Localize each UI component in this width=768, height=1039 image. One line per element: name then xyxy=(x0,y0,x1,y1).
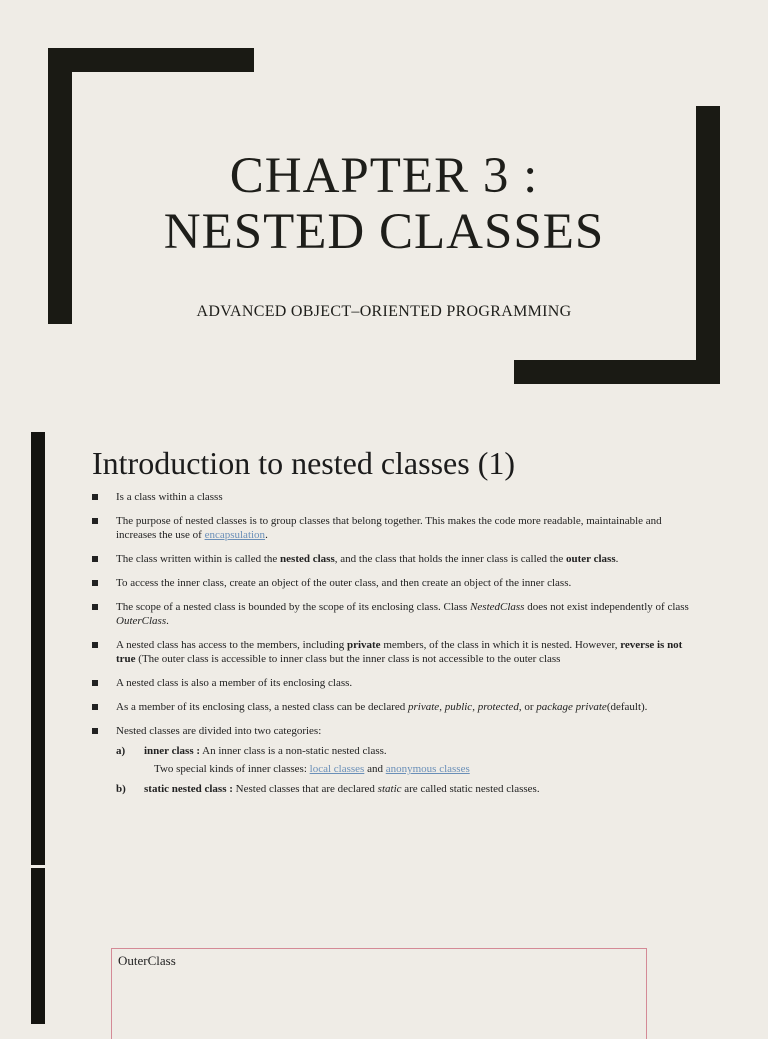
nestedclass-term: NestedClass xyxy=(470,601,525,613)
bullet-4-text: To access the inner class, create an object of the outer class, and then create an object of the inner class. xyxy=(116,577,572,589)
bullet-5-text-a: The scope of a nested class is bounded by the scope of its enclosing class. Class xyxy=(116,601,471,613)
sub-item-a xyxy=(116,744,692,758)
static-keyword: static xyxy=(377,783,402,795)
slide-title xyxy=(0,148,768,260)
local-classes-link[interactable]: local classes xyxy=(309,763,365,775)
reverse-not-true-term: reverse is not true xyxy=(116,639,683,665)
and-text: and xyxy=(364,763,386,775)
sep: , or xyxy=(518,701,537,713)
left-accent-bar xyxy=(31,432,45,1024)
sep: , xyxy=(439,701,445,713)
accent-bar-gap xyxy=(31,865,45,868)
bullet-8-end: (default). xyxy=(606,701,648,713)
encapsulation-link[interactable]: encapsulation xyxy=(204,529,266,541)
bullet-6 xyxy=(92,638,692,666)
bullet-square-icon xyxy=(92,728,98,734)
private-modifier: private xyxy=(408,701,440,713)
sub-letter-b: b) xyxy=(116,783,126,795)
static-desc-c: are called static nested classes. xyxy=(401,783,540,795)
frame-bottom-right-horizontal xyxy=(514,360,720,384)
title-line-1: CHAPTER 3 : xyxy=(229,148,539,204)
bullet-square-icon xyxy=(92,556,98,562)
sep: , xyxy=(472,701,478,713)
private-term: private xyxy=(346,639,381,651)
outerclass-term: OuterClass xyxy=(116,615,167,627)
bullet-square-icon xyxy=(92,518,98,524)
bullet-square-icon xyxy=(92,580,98,586)
outer-class-box-label: OuterClass xyxy=(118,953,176,968)
sub-letter-a: a) xyxy=(116,745,126,757)
bullet-5 xyxy=(92,600,692,628)
bullet-9-text: Nested classes are divided into two categories: xyxy=(116,725,322,737)
slide-subtitle: ADVANCED OBJECT–ORIENTED PROGRAMMING xyxy=(196,303,572,320)
bullet-square-icon xyxy=(92,704,98,710)
bullet-3-text-c: , and the class that holds the inner class is called the xyxy=(334,553,566,565)
sub-list xyxy=(116,744,692,796)
bullet-2-text: The purpose of nested classes is to group classes that belong together. This makes the code more readable, maintainable and increases the use of xyxy=(116,515,662,541)
static-desc-a: Nested classes that are declared xyxy=(232,783,378,795)
outer-class-box xyxy=(111,948,647,1039)
bullet-2-end: . xyxy=(265,529,268,541)
bullet-5-text-c: does not exist independently of class xyxy=(524,601,689,613)
bullet-square-icon xyxy=(92,642,98,648)
outer-class-term: outer class xyxy=(566,553,616,565)
intro-heading: Introduction to nested classes (1) xyxy=(92,445,515,481)
protected-modifier: protected xyxy=(477,701,519,713)
bullet-5-end: . xyxy=(166,615,169,627)
bullet-1 xyxy=(92,490,692,504)
inner-class-desc: An inner class is a non-static nested class. xyxy=(200,745,387,757)
bullet-7-text: A nested class is also a member of its enclosing class. xyxy=(116,677,353,689)
title-slide xyxy=(0,0,768,410)
sub-item-a-detail xyxy=(116,762,692,776)
sub-item-b xyxy=(116,782,692,796)
bullet-8-text-a: As a member of its enclosing class, a nested class can be declared xyxy=(116,701,409,713)
intro-slide xyxy=(0,432,768,1024)
sub-item-a-text xyxy=(144,744,387,758)
bullet-2 xyxy=(92,514,692,542)
bullet-6-text-c: members, of the class in which it is nested. However, xyxy=(380,639,621,651)
sub-item-b-text xyxy=(144,782,540,796)
bullet-7 xyxy=(92,676,692,690)
bullet-list xyxy=(92,490,692,806)
bullet-square-icon xyxy=(92,604,98,610)
bullet-6-text-a: A nested class has access to the members, including xyxy=(116,639,347,651)
nested-class-term: nested class xyxy=(280,553,335,565)
bullet-square-icon xyxy=(92,680,98,686)
bullet-1-text: Is a class within a classs xyxy=(116,491,223,503)
bullet-8 xyxy=(92,700,692,714)
static-nested-class-term: static nested class : xyxy=(144,783,233,795)
anonymous-classes-link[interactable]: anonymous classes xyxy=(385,763,470,775)
bullet-square-icon xyxy=(92,494,98,500)
bullet-4 xyxy=(92,576,692,590)
public-modifier: public xyxy=(444,701,473,713)
frame-top-left-horizontal xyxy=(48,48,254,72)
inner-class-term: inner class : xyxy=(144,745,201,757)
bullet-6-text-e: (The outer class is accessible to inner class but the inner class is not accessible to the outer class xyxy=(135,653,561,665)
title-line-2: NESTED CLASSES xyxy=(163,204,605,260)
bullet-9 xyxy=(92,724,692,796)
inner-kinds-text: Two special kinds of inner classes: xyxy=(154,763,310,775)
bullet-3-text-a: The class written within is called the xyxy=(116,553,281,565)
bullet-3 xyxy=(92,552,692,566)
bullet-3-end: . xyxy=(615,553,619,565)
package-private-modifier: package private xyxy=(536,701,607,713)
